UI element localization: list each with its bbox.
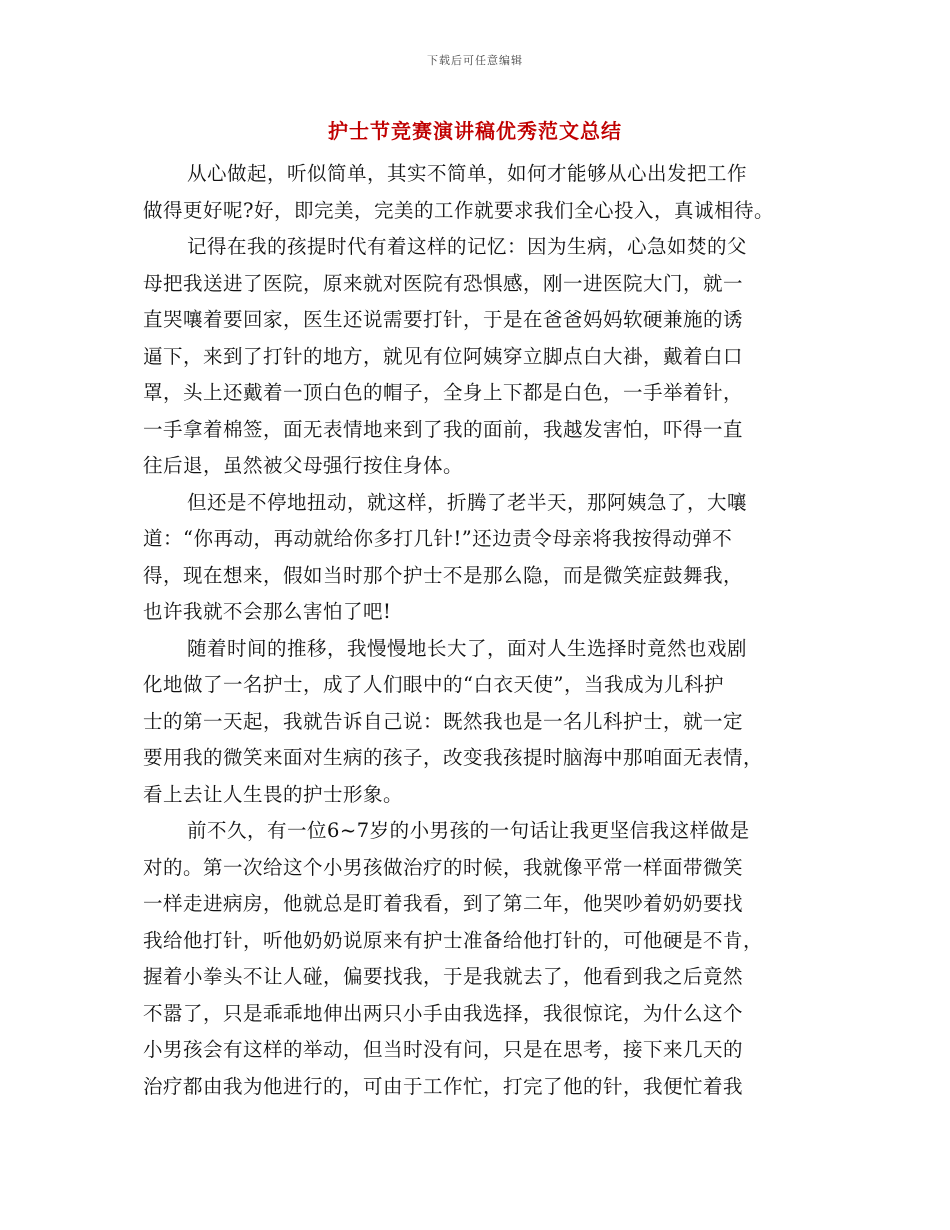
paragraph-line: 往后退，虽然被父母强行按住身体。 <box>143 454 464 477</box>
paragraph-line: 逼下，来到了打针的地方，就见有位阿姨穿立脚点白大褂，戴着白口 <box>143 344 744 368</box>
paragraph-line: 母把我送进了医院，原来就对医院有恐惧感，刚一进医院大门，就一 <box>143 271 744 295</box>
paragraph-line: 做得更好呢?好，即完美，完美的工作就要求我们全心投入，真诚相待。 <box>143 198 774 222</box>
paragraph-line: 小男孩会有这样的举动，但当时没有问，只是在思考，接下来几天的 <box>143 1038 744 1061</box>
paragraph-line: 罩，头上还戴着一顶白色的帽子，全身上下都是白色，一手举着针， <box>143 381 744 404</box>
paragraph-line: 治疗都由我为他进行的，可由于工作忙，打完了他的针，我便忙着我 <box>143 1074 744 1098</box>
paragraph-line: 道：“你再动，再动就给你多打几针!”还边责令母亲将我按得动弹不 <box>143 527 733 550</box>
paragraph-line: 士的第一天起，我就告诉自己说：既然我也是一名儿科护士，就一定 <box>143 709 744 733</box>
paragraph-line: 握着小拳头不让人碰，偏要找我，于是我就去了，他看到我之后竟然 <box>143 965 744 988</box>
paragraph-line: 看上去让人生畏的护士形象。 <box>143 782 404 806</box>
paragraph-line: 记得在我的孩提时代有着这样的记忆：因为生病，心急如焚的父 <box>187 235 748 258</box>
paragraph-line: 得，现在想来，假如当时那个护士不是那么隐，而是微笑症鼓舞我， <box>143 563 744 587</box>
paragraph-line: 一手拿着棉签，面无表情地来到了我的面前，我越发害怕，吓得一直 <box>143 417 744 441</box>
document-title: 护士节竞赛演讲稿优秀范文总结 <box>328 119 622 143</box>
paragraph-line: 化地做了一名护士，成了人们眼中的“白衣天使”，当我成为儿科护 <box>143 673 724 696</box>
paragraph-line: 前不久，有一位6~7岁的小男孩的一句话让我更坚信我这样做是 <box>187 819 750 842</box>
paragraph-line: 对的。第一次给这个小男孩做治疗的时候，我就像平常一样面带微笑 <box>143 855 744 879</box>
paragraph-line: 一样走进病房，他就总是盯着我看，到了第二年，他哭吵着奶奶要找 <box>143 892 744 915</box>
paragraph-line: 也许我就不会那么害怕了吧! <box>143 600 392 623</box>
paragraph-line: 不嚣了，只是乖乖地伸出两只小手由我选择，我很惊诧，为什么这个 <box>143 1001 744 1025</box>
paragraph-line: 直哭嚷着要回家，医生还说需要打针，于是在爸爸妈妈软硬兼施的诱 <box>143 308 744 331</box>
paragraph-line: 但还是不停地扭动，就这样，折腾了老半天，那阿姨急了，大嚷 <box>187 490 748 514</box>
paragraph-line: 要用我的微笑来面对生病的孩子，改变我孩提时脑海中那咱面无表情， <box>143 746 764 769</box>
paragraph-line: 我给他打针，听他奶奶说原来有护士准备给他打针的，可他硬是不肯， <box>143 928 764 952</box>
paragraph-line: 随着时间的推移，我慢慢地长大了，面对人生选择时竟然也戏剧 <box>187 636 748 660</box>
paragraph-line: 从心做起，听似简单，其实不简单，如何才能够从心出发把工作 <box>187 162 748 185</box>
document-body <box>143 156 823 1105</box>
header-note: 下载后可任意编辑 <box>427 54 523 67</box>
